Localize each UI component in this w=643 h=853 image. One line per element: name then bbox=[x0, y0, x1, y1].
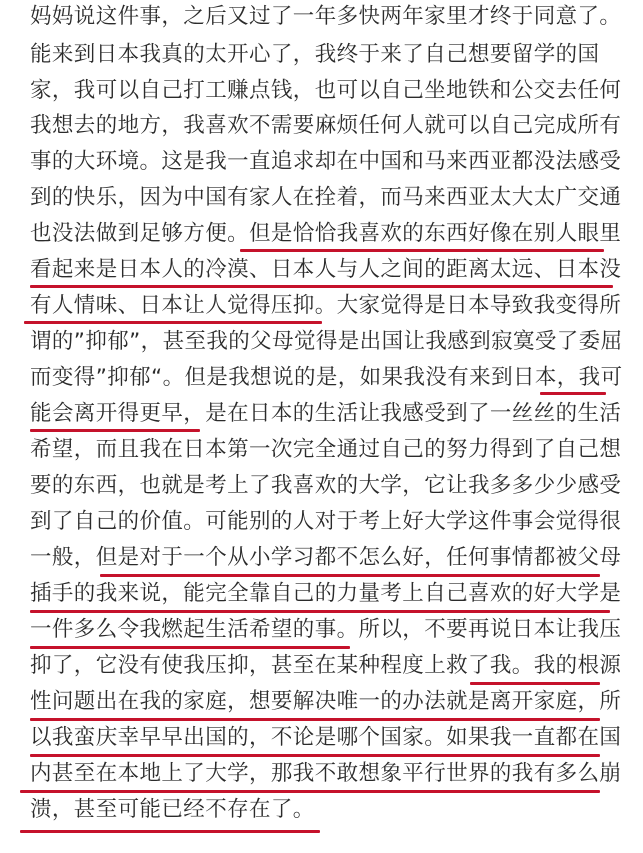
text-line: 我想去的地方，我喜欢不需要麻烦任何人就可以自己完成所有 bbox=[30, 113, 622, 138]
red-underline-mark bbox=[240, 249, 604, 252]
red-underline-mark bbox=[30, 754, 600, 757]
text-line: 一件多么令我燃起生活希望的事。所以，不要再说日本让我压 bbox=[30, 617, 622, 642]
text-line: 要的东西，也就是考上了我喜欢的大学，它让我多多少少感受 bbox=[30, 473, 622, 498]
text-line: 抑了，它没有使我压抑，甚至在某种程度上救了我。我的根源 bbox=[30, 653, 622, 678]
text-line: 事的大环境。这是我一直追求却在中国和马来西亚都没法感受 bbox=[30, 149, 622, 174]
text-line: 溃，甚至可能已经不存在了。 bbox=[30, 797, 315, 822]
text-line: 一般，但是对于一个从小学习都不怎么好，任何事情都被父母 bbox=[30, 545, 622, 570]
red-underline-mark bbox=[540, 392, 606, 395]
text-line: 以我蛮庆幸早早出国的，不论是哪个国家。如果我一直都在国 bbox=[30, 725, 622, 750]
red-underline-mark bbox=[24, 321, 322, 324]
text-line: 有人情味、日本让人觉得压抑。大家觉得是日本导致我变得所 bbox=[30, 293, 622, 318]
text-line: 到的快乐，因为中国有家人在拴着，而马来西亚太大太广交通 bbox=[30, 185, 622, 210]
red-underline-mark bbox=[30, 429, 200, 432]
text-line: 妈妈说这件事，之后又过了一年多快两年家里才终于同意了。 bbox=[30, 4, 622, 29]
red-underline-mark bbox=[100, 574, 600, 577]
text-line: 看起来是日本人的冷漠、日本人与人之间的距离太远、日本没 bbox=[30, 257, 622, 282]
text-line: 也没法做到足够方便。但是恰恰我喜欢的东西好像在别人眼里 bbox=[30, 221, 622, 246]
red-underline-mark bbox=[20, 790, 600, 793]
text-line: 谓的”抑郁”，甚至我的父母觉得是出国让我感到寂寞受了委屈 bbox=[30, 329, 623, 354]
red-underline-mark bbox=[30, 610, 610, 613]
text-line: 希望，而且我在日本第一次完全通过自己的努力得到了自己想 bbox=[30, 437, 622, 462]
red-underline-mark bbox=[30, 285, 613, 288]
text-line: 能会离开得更早，是在日本的生活让我感受到了一丝丝的生活 bbox=[30, 401, 622, 426]
text-line: 能来到日本我真的太开心了，我终于来了自己想要留学的国 bbox=[30, 42, 600, 67]
text-line: 性问题出在我的家庭，想要解决唯一的办法就是离开家庭，所 bbox=[30, 689, 622, 714]
red-underline-mark bbox=[20, 830, 320, 833]
red-underline-mark bbox=[30, 718, 600, 721]
text-line: 插手的我来说，能完全靠自己的力量考上自己喜欢的好大学是 bbox=[30, 581, 622, 606]
text-line: 到了自己的价值。可能别的人对于考上好大学这件事会觉得很 bbox=[30, 509, 622, 534]
red-underline-mark bbox=[470, 682, 600, 685]
text-line: 家，我可以自己打工赚点钱，也可以自己坐地铁和公交去任何 bbox=[30, 78, 622, 103]
text-line: 而变得”抑郁“。但是我想说的是，如果我没有来到日本，我可 bbox=[30, 365, 623, 390]
text-line: 内甚至在本地上了大学，那我不敢想象平行世界的我有多么崩 bbox=[30, 761, 622, 786]
red-underline-mark bbox=[30, 646, 350, 649]
